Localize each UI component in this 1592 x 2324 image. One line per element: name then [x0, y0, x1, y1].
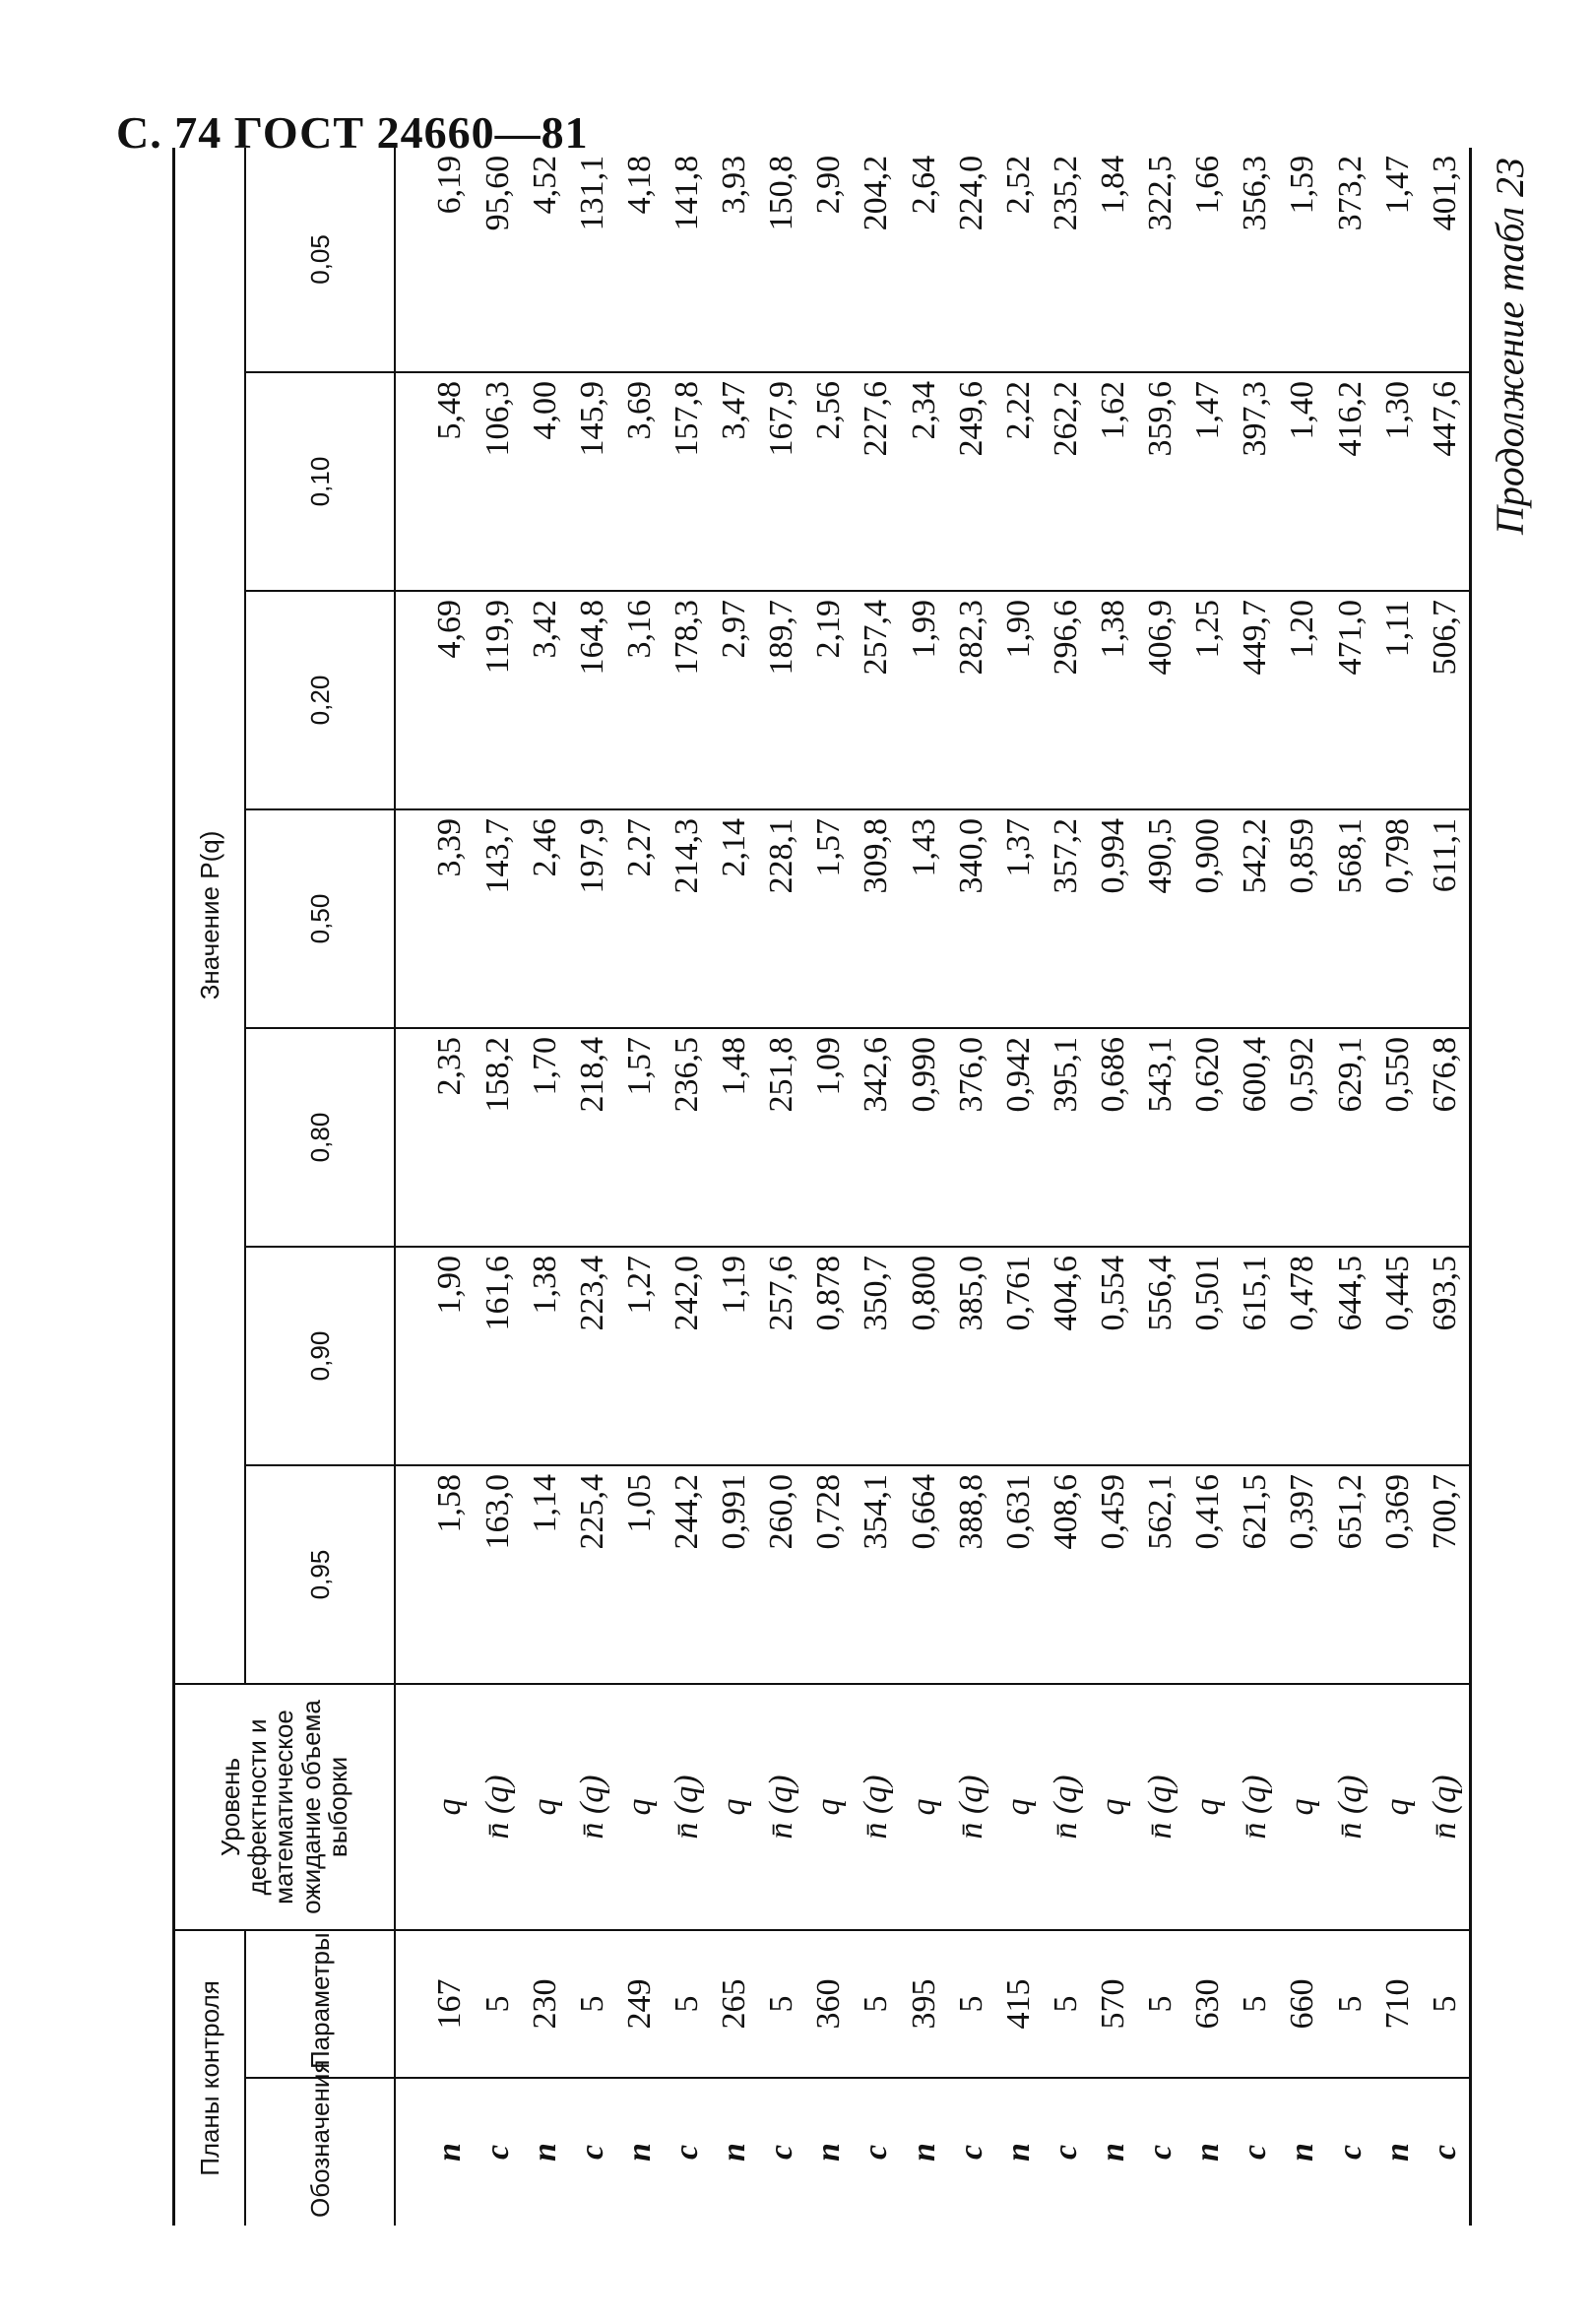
value-cell: 693,5 — [1422, 1247, 1471, 1465]
value-cell: 4,52 — [522, 148, 569, 372]
rotated-table-frame — [172, 148, 1551, 2226]
value-cell: 0,445 — [1374, 1247, 1422, 1465]
level-cell: n̄ (q) — [758, 1684, 805, 1930]
value-cell: 2,46 — [522, 809, 569, 1028]
value-cell: 3,47 — [711, 372, 758, 591]
level-cell: q — [1374, 1684, 1422, 1930]
value-cell: 1,47 — [1374, 148, 1422, 372]
parameter-cell: 5 — [664, 1930, 711, 2078]
value-cell: 5,48 — [395, 372, 475, 591]
value-cell: 143,7 — [475, 809, 522, 1028]
designation-cell: n — [1189, 2143, 1227, 2162]
value-cell: 350,7 — [853, 1247, 900, 1465]
value-cell: 408,6 — [1043, 1465, 1090, 1684]
table-row — [1422, 148, 1471, 2226]
value-cell: 141,8 — [664, 148, 711, 372]
value-cell: 0,761 — [995, 1247, 1043, 1465]
value-cell: 223,4 — [569, 1247, 616, 1465]
value-cell: 227,6 — [853, 372, 900, 591]
value-cell: 651,2 — [1327, 1465, 1374, 1684]
value-cell: 189,7 — [758, 591, 805, 809]
value-cell: 0,478 — [1279, 1247, 1326, 1465]
value-cell: 260,0 — [758, 1465, 805, 1684]
level-cell: n̄ (q) — [475, 1684, 522, 1930]
value-cell: 404,6 — [1043, 1247, 1090, 1465]
value-cell: 1,48 — [711, 1028, 758, 1247]
value-cell: 1,62 — [1090, 372, 1137, 591]
table-row — [901, 148, 948, 2226]
value-cell: 2,56 — [805, 372, 853, 591]
level-cell: q — [711, 1684, 758, 1930]
value-cell: 397,3 — [1232, 372, 1279, 591]
value-cell: 2,97 — [711, 591, 758, 809]
value-cell: 0,369 — [1374, 1465, 1422, 1684]
value-cell: 197,9 — [569, 809, 616, 1028]
table-row — [853, 148, 900, 2226]
value-cell: 224,0 — [948, 148, 995, 372]
value-cell: 131,1 — [569, 148, 616, 372]
value-cell: 158,2 — [475, 1028, 522, 1247]
level-cell: q — [1184, 1684, 1232, 1930]
value-cell: 178,3 — [664, 591, 711, 809]
designation-cell: n — [999, 2143, 1037, 2162]
level-cell: n̄ (q) — [1137, 1684, 1184, 1930]
designation-cell: c — [952, 2144, 989, 2161]
level-cell: q — [901, 1684, 948, 1930]
designation-cell: n — [1284, 2143, 1321, 2162]
parameter-cell: 5 — [1422, 1930, 1471, 2078]
designation-cell: n — [716, 2143, 753, 2162]
designation-cell: n — [1095, 2143, 1131, 2162]
value-cell: 0,459 — [1090, 1465, 1137, 1684]
value-cell: 106,3 — [475, 372, 522, 591]
designation-cell: c — [1426, 2144, 1463, 2161]
value-cell: 359,6 — [1137, 372, 1184, 591]
designation-cell: c — [1142, 2144, 1179, 2161]
value-cell: 1,05 — [616, 1465, 664, 1684]
value-cell: 615,1 — [1232, 1247, 1279, 1465]
value-cell: 0,878 — [805, 1247, 853, 1465]
value-cell: 1,58 — [395, 1465, 475, 1684]
designation-cell: c — [858, 2144, 895, 2161]
continuation-title: Продолжение табл 23 — [1488, 158, 1532, 536]
value-cell: 449,7 — [1232, 591, 1279, 809]
value-cell: 1,20 — [1279, 591, 1326, 809]
value-cell: 611,1 — [1422, 809, 1471, 1028]
table-row — [664, 148, 711, 2226]
level-cell: q — [805, 1684, 853, 1930]
value-cell: 0,550 — [1374, 1028, 1422, 1247]
parameter-cell: 415 — [995, 1930, 1043, 2078]
table-row — [948, 148, 995, 2226]
value-cell: 0,900 — [1184, 809, 1232, 1028]
value-cell: 395,1 — [1043, 1028, 1090, 1247]
table-row — [1090, 148, 1137, 2226]
value-cell: 0,620 — [1184, 1028, 1232, 1247]
parameter-cell: 570 — [1090, 1930, 1137, 2078]
parameter-cell: 265 — [711, 1930, 758, 2078]
value-cell: 0,990 — [901, 1028, 948, 1247]
p-column-header: 0,10 — [245, 372, 395, 591]
designation-cell: c — [763, 2144, 800, 2161]
parameter-cell: 5 — [569, 1930, 616, 2078]
table-row — [569, 148, 616, 2226]
value-cell: 95,60 — [475, 148, 522, 372]
data-table — [172, 148, 1472, 2226]
table-row — [475, 148, 522, 2226]
value-cell: 257,4 — [853, 591, 900, 809]
value-cell: 354,1 — [853, 1465, 900, 1684]
value-cell: 1,37 — [995, 809, 1043, 1028]
value-cell: 0,501 — [1184, 1247, 1232, 1465]
value-cell: 0,800 — [901, 1247, 948, 1465]
value-cell: 150,8 — [758, 148, 805, 372]
value-cell: 629,1 — [1327, 1028, 1374, 1247]
parameter-cell: 5 — [1043, 1930, 1090, 2078]
table-row — [995, 148, 1043, 2226]
value-cell: 309,8 — [853, 809, 900, 1028]
value-cell: 249,6 — [948, 372, 995, 591]
value-cell: 0,728 — [805, 1465, 853, 1684]
value-cell: 3,39 — [395, 809, 475, 1028]
value-cell: 1,90 — [395, 1247, 475, 1465]
level-cell: n̄ (q) — [1043, 1684, 1090, 1930]
designation-cell: n — [810, 2143, 848, 2162]
value-cell: 244,2 — [664, 1465, 711, 1684]
designation-cell: n — [905, 2143, 942, 2162]
value-cell: 2,19 — [805, 591, 853, 809]
value-cell: 1,38 — [1090, 591, 1137, 809]
value-cell: 257,6 — [758, 1247, 805, 1465]
level-cell: n̄ (q) — [1422, 1684, 1471, 1930]
value-cell: 251,8 — [758, 1028, 805, 1247]
value-cell: 161,6 — [475, 1247, 522, 1465]
value-cell: 1,47 — [1184, 372, 1232, 591]
table-row — [1327, 148, 1374, 2226]
value-cell: 2,90 — [805, 148, 853, 372]
table-row — [1374, 148, 1422, 2226]
value-cell: 1,19 — [711, 1247, 758, 1465]
value-cell: 447,6 — [1422, 372, 1471, 591]
value-cell: 2,14 — [711, 809, 758, 1028]
designation-cell: c — [1331, 2144, 1369, 2161]
value-cell: 4,69 — [395, 591, 475, 809]
designation-cell: c — [573, 2144, 610, 2161]
value-cell: 1,40 — [1279, 372, 1326, 591]
value-cell: 1,38 — [522, 1247, 569, 1465]
value-cell: 0,664 — [901, 1465, 948, 1684]
level-cell: q — [1279, 1684, 1326, 1930]
value-cell: 1,90 — [995, 591, 1043, 809]
value-cell: 385,0 — [948, 1247, 995, 1465]
designation-cell: c — [669, 2144, 706, 2161]
parameter-cell: 5 — [853, 1930, 900, 2078]
value-cell: 0,631 — [995, 1465, 1043, 1684]
value-cell: 3,42 — [522, 591, 569, 809]
table-row — [1279, 148, 1326, 2226]
value-cell: 1,14 — [522, 1465, 569, 1684]
value-cell: 490,5 — [1137, 809, 1184, 1028]
level-cell: q — [1090, 1684, 1137, 1930]
value-cell: 644,5 — [1327, 1247, 1374, 1465]
value-cell: 236,5 — [664, 1028, 711, 1247]
designation-cell: c — [1237, 2144, 1274, 2161]
value-cell: 506,7 — [1422, 591, 1471, 809]
value-cell: 373,2 — [1327, 148, 1374, 372]
level-cell: n̄ (q) — [1232, 1684, 1279, 1930]
parameter-cell: 5 — [948, 1930, 995, 2078]
parameter-cell: 395 — [901, 1930, 948, 2078]
value-cell: 357,2 — [1043, 809, 1090, 1028]
p-column-header: 0,20 — [245, 591, 395, 809]
p-column-header: 0,50 — [245, 809, 395, 1028]
level-cell: q — [522, 1684, 569, 1930]
parameter-cell: 249 — [616, 1930, 664, 2078]
parameter-cell: 360 — [805, 1930, 853, 2078]
parameter-cell: 710 — [1374, 1930, 1422, 2078]
value-cell: 4,00 — [522, 372, 569, 591]
p-column-header: 0,90 — [245, 1247, 395, 1465]
value-cell: 2,52 — [995, 148, 1043, 372]
table-row — [1232, 148, 1279, 2226]
value-cell: 282,3 — [948, 591, 995, 809]
value-cell: 542,2 — [1232, 809, 1279, 1028]
value-cell: 0,554 — [1090, 1247, 1137, 1465]
value-cell: 157,8 — [664, 372, 711, 591]
table-row — [395, 148, 475, 2226]
value-cell: 556,4 — [1137, 1247, 1184, 1465]
table-row — [805, 148, 853, 2226]
value-cell: 167,9 — [758, 372, 805, 591]
value-cell: 0,859 — [1279, 809, 1326, 1028]
parameter-cell: 230 — [522, 1930, 569, 2078]
value-cell: 2,64 — [901, 148, 948, 372]
value-cell: 0,592 — [1279, 1028, 1326, 1247]
designation-cell: n — [620, 2143, 658, 2162]
level-cell: q — [616, 1684, 664, 1930]
value-cell: 0,798 — [1374, 809, 1422, 1028]
value-cell: 1,70 — [522, 1028, 569, 1247]
parameter-cell: 5 — [758, 1930, 805, 2078]
value-cell: 1,25 — [1184, 591, 1232, 809]
designation-cell: c — [478, 2144, 516, 2161]
value-cell: 214,3 — [664, 809, 711, 1028]
value-cell: 6,19 — [395, 148, 475, 372]
level-cell: n̄ (q) — [853, 1684, 900, 1930]
value-cell: 342,6 — [853, 1028, 900, 1247]
value-cell: 3,16 — [616, 591, 664, 809]
value-cell: 322,5 — [1137, 148, 1184, 372]
level-cell: q — [995, 1684, 1043, 1930]
value-cell: 1,59 — [1279, 148, 1326, 372]
designations-header: Обозначения — [245, 2078, 395, 2226]
value-cell: 401,3 — [1422, 148, 1471, 372]
value-cell: 296,6 — [1043, 591, 1090, 809]
value-cell: 119,9 — [475, 591, 522, 809]
parameter-cell: 5 — [475, 1930, 522, 2078]
value-cell: 242,0 — [664, 1247, 711, 1465]
designation-cell: c — [1047, 2144, 1084, 2161]
value-cell: 2,34 — [901, 372, 948, 591]
table-row — [1043, 148, 1090, 2226]
value-cell: 1,43 — [901, 809, 948, 1028]
value-cell: 228,1 — [758, 809, 805, 1028]
value-group-header: Значение P(q) — [174, 148, 246, 1684]
value-cell: 676,8 — [1422, 1028, 1471, 1247]
value-cell: 562,1 — [1137, 1465, 1184, 1684]
parameter-cell: 5 — [1137, 1930, 1184, 2078]
value-cell: 340,0 — [948, 809, 995, 1028]
value-cell: 471,0 — [1327, 591, 1374, 809]
level-header: Уровень дефектности и математическое ожидание объема выборки — [174, 1684, 396, 1930]
value-cell: 0,942 — [995, 1028, 1043, 1247]
value-cell: 621,5 — [1232, 1465, 1279, 1684]
level-cell: q — [395, 1684, 475, 1930]
value-cell: 204,2 — [853, 148, 900, 372]
value-cell: 218,4 — [569, 1028, 616, 1247]
value-cell: 416,2 — [1327, 372, 1374, 591]
value-cell: 1,57 — [805, 809, 853, 1028]
value-cell: 145,9 — [569, 372, 616, 591]
level-cell: n̄ (q) — [664, 1684, 711, 1930]
value-cell: 0,686 — [1090, 1028, 1137, 1247]
value-cell: 163,0 — [475, 1465, 522, 1684]
table-row — [522, 148, 569, 2226]
value-cell: 4,18 — [616, 148, 664, 372]
value-cell: 164,8 — [569, 591, 616, 809]
value-cell: 1,09 — [805, 1028, 853, 1247]
value-cell: 1,11 — [1374, 591, 1422, 809]
value-cell: 356,3 — [1232, 148, 1279, 372]
value-cell: 0,994 — [1090, 809, 1137, 1028]
value-cell: 0,416 — [1184, 1465, 1232, 1684]
parameters-header: Параметры — [245, 1930, 395, 2078]
table-row — [711, 148, 758, 2226]
level-cell: n̄ (q) — [569, 1684, 616, 1930]
value-cell: 262,2 — [1043, 372, 1090, 591]
value-cell: 1,84 — [1090, 148, 1137, 372]
page-header: С. 74 ГОСТ 24660—81 — [116, 107, 589, 158]
designation-cell: n — [430, 2143, 468, 2162]
parameter-cell: 5 — [1327, 1930, 1374, 2078]
parameter-cell: 660 — [1279, 1930, 1326, 2078]
table-row — [758, 148, 805, 2226]
value-cell: 2,22 — [995, 372, 1043, 591]
value-cell: 700,7 — [1422, 1465, 1471, 1684]
value-cell: 0,991 — [711, 1465, 758, 1684]
value-cell: 543,1 — [1137, 1028, 1184, 1247]
value-cell: 225,4 — [569, 1465, 616, 1684]
designation-cell: n — [1378, 2143, 1416, 2162]
p-column-header: 0,95 — [245, 1465, 395, 1684]
parameter-cell: 630 — [1184, 1930, 1232, 2078]
designation-cell: n — [526, 2143, 563, 2162]
value-cell: 600,4 — [1232, 1028, 1279, 1247]
value-cell: 388,8 — [948, 1465, 995, 1684]
value-cell: 3,69 — [616, 372, 664, 591]
value-cell: 1,27 — [616, 1247, 664, 1465]
value-cell: 2,27 — [616, 809, 664, 1028]
value-cell: 1,99 — [901, 591, 948, 809]
value-cell: 1,30 — [1374, 372, 1422, 591]
value-cell: 1,57 — [616, 1028, 664, 1247]
value-cell: 3,93 — [711, 148, 758, 372]
value-cell: 2,35 — [395, 1028, 475, 1247]
table-row — [1184, 148, 1232, 2226]
table-row — [1137, 148, 1184, 2226]
parameter-cell: 5 — [1232, 1930, 1279, 2078]
plans-header: Планы контроля — [174, 1930, 246, 2226]
p-column-header: 0,05 — [245, 148, 395, 372]
value-cell: 235,2 — [1043, 148, 1090, 372]
value-cell: 568,1 — [1327, 809, 1374, 1028]
table-row — [616, 148, 664, 2226]
value-cell: 1,66 — [1184, 148, 1232, 372]
level-cell: n̄ (q) — [1327, 1684, 1374, 1930]
value-cell: 406,9 — [1137, 591, 1184, 809]
parameter-cell: 167 — [395, 1930, 475, 2078]
level-cell: n̄ (q) — [948, 1684, 995, 1930]
value-cell: 0,397 — [1279, 1465, 1326, 1684]
p-column-header: 0,80 — [245, 1028, 395, 1247]
value-cell: 376,0 — [948, 1028, 995, 1247]
